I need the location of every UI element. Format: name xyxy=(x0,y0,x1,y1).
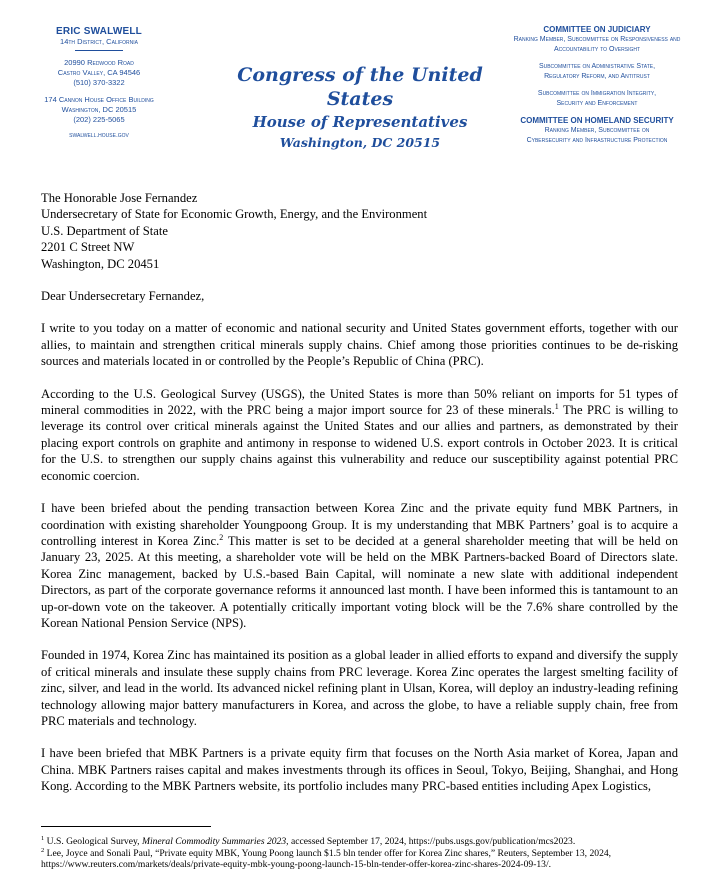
recipient-line: 2201 C Street NW xyxy=(41,240,135,255)
footnote-1-pre: U.S. Geological Survey, xyxy=(46,836,142,847)
committee-role: Ranking Member, Subcommittee on xyxy=(544,127,650,134)
recipient-line: The Honorable Jose Fernandez xyxy=(41,191,198,205)
footnote-1-title: Mineral Commodity Summaries 2023 xyxy=(141,836,287,847)
paragraph-2-text-b: The PRC is willing to leverage its control over critical minerals against the United States and our allies and partners, as demonstrated by their placing export controls on graphite and antimony in response to widened U.S. export controls in October 2023. It is critical for the U.S. to strengthen our supply chains against this vulnerability and reduce our susceptibility against potential PRC economic coercion. xyxy=(41,403,678,483)
footnote-1-post: , accessed September 17, 2024, https://pubs.usgs.gov/publication/mcs2023. xyxy=(286,836,576,847)
footnote-1-mark: 1 xyxy=(41,834,45,842)
paragraph-3 xyxy=(41,500,678,631)
member-district: 14th District, California xyxy=(60,37,138,46)
district-office-street: 20990 Redwood Road xyxy=(64,58,134,67)
dc-office-building: 174 Cannon House Office Building xyxy=(44,95,154,104)
house-location: Washington, DC 20515 xyxy=(279,135,441,150)
footnote-2 xyxy=(41,848,681,871)
dc-office-city: Washington, DC 20515 xyxy=(61,105,137,114)
footnote-divider xyxy=(41,826,211,827)
letterhead-divider xyxy=(75,50,123,51)
committee-role: Cybersecurity and Infrastructure Protection xyxy=(526,136,668,144)
footnote-2-mark: 2 xyxy=(41,846,45,854)
committee-role: Security and Enforcement xyxy=(556,99,638,107)
committee-role: Ranking Member, Subcommittee on Responsiveness and xyxy=(513,36,681,43)
footnote-1 xyxy=(41,836,681,848)
letterhead-right xyxy=(482,25,712,145)
committee-homeland-security: COMMITTEE ON HOMELAND SECURITY xyxy=(520,116,674,125)
house-title: House of Representatives xyxy=(252,113,468,131)
congress-title: Congress of the United States xyxy=(237,64,483,110)
letterhead-center xyxy=(205,63,515,153)
paragraph-2 xyxy=(41,386,678,484)
dc-office-phone: (202) 225-5065 xyxy=(73,115,125,124)
paragraph-4: Founded in 1974, Korea Zinc has maintained its position as a global leader in allied efforts to expand and diversify the supply of critical minerals and insulate these supply chains from PRC leverage. Korea Zinc operates the largest smelting facility of zinc, silver, and lead in the world. Its advanced nickel refining plant in Ulsan, Korea, will deploy an industry-leading refining technology allowing major battery manufacturers in Korea, and across the globe, to have a reliable supply chain, free from PRC materials and technology. xyxy=(41,648,678,728)
member-website: swalwell.house.gov xyxy=(69,132,129,139)
footnote-ref-2: 2 xyxy=(219,532,224,542)
salutation: Dear Undersecretary Fernandez, xyxy=(41,289,205,304)
paragraph-1: I write to you today on a matter of economic and national security and United States government efforts, together with our allies, to maintain and strengthen critical minerals supply chains. Chief among those priorities continues to be de-risking sources and materials located in or controlled by the People’s Republic of China (PRC). xyxy=(41,321,678,369)
district-office-city: Castro Valley, CA 94546 xyxy=(57,68,141,77)
dc-office-address xyxy=(30,95,168,125)
recipient-address xyxy=(41,190,678,272)
footnote-2-text: Lee, Joyce and Sonali Paul, “Private equity MBK, Young Poong launch $1.5 bln tender offer for Korea Zinc shares,” Reuters, September 13, 2024, https://www.reuters.com/markets/deals/private-equity-mbk-young-poong-launch-15-bln-tender-offer-korea-zinc-shares-2024-09-13/. xyxy=(41,847,612,871)
committee-role: Subcommittee on Immigration Integrity, xyxy=(537,90,657,97)
district-office-phone: (510) 370-3322 xyxy=(73,78,125,87)
footnote-ref-1: 1 xyxy=(554,401,559,411)
paragraph-5: I have been briefed that MBK Partners is a private equity firm that focuses on the North Asia market of Korea, Japan and China. MBK Partners raises capital and makes investments through its offices in Seoul, Tokyo, Beijing, Shanghai, and Hong Kong. According to the MBK Partners website, its portfolio includes many PRC-based entities including Apex Logistics, xyxy=(41,746,678,794)
recipient-line: U.S. Department of State xyxy=(41,223,168,238)
paragraph-3-text-b: This matter is set to be decided at a general shareholder meeting that will be held on January 23, 2025. At this meeting, a shareholder vote will be held on the MBK Partners-backed Board of Directors slate. Korea Zinc management, backed by U.S.-based Bain Capital, will nominate a new slate with additional independent Directors, as part of the corporate governance reforms it announced last month. I have been informed this is tantamount to an up-or-down vote on the takeover. A potentially critically important voting block will be the 7.6% share controlled by the Korean National Pension Service (NPS). xyxy=(41,533,678,630)
footnotes xyxy=(41,836,681,871)
letterhead-left xyxy=(30,26,168,139)
member-name: ERIC SWALWELL xyxy=(56,26,142,37)
district-office-address xyxy=(30,58,168,88)
committee-judiciary: COMMITTEE ON JUDICIARY xyxy=(543,25,651,34)
committee-role: Subcommittee on Administrative State, xyxy=(538,63,656,70)
recipient-line: Undersecretary of State for Economic Growth, Energy, and the Environment xyxy=(41,207,428,222)
letter-body xyxy=(41,190,678,795)
committee-role: Regulatory Reform, and Antitrust xyxy=(544,72,650,80)
committee-role: Accountability to Oversight xyxy=(553,45,641,53)
paragraph-2-text-a: According to the U.S. Geological Survey (USGS), the United States is more than 50% reliant on imports for 51 types of mineral commodities in 2022, with the PRC being a major import source for 23 of these minerals. xyxy=(41,386,678,418)
paragraph-3-text-a: I have been briefed about the pending transaction between Korea Zinc and the private equity fund MBK Partners, in coordination with existing shareholder Youngpoong Group. It is my understanding that MBK Partners’ goal is to acquire a controlling interest in Korea Zinc. xyxy=(41,501,678,548)
recipient-line: Washington, DC 20451 xyxy=(41,256,160,271)
